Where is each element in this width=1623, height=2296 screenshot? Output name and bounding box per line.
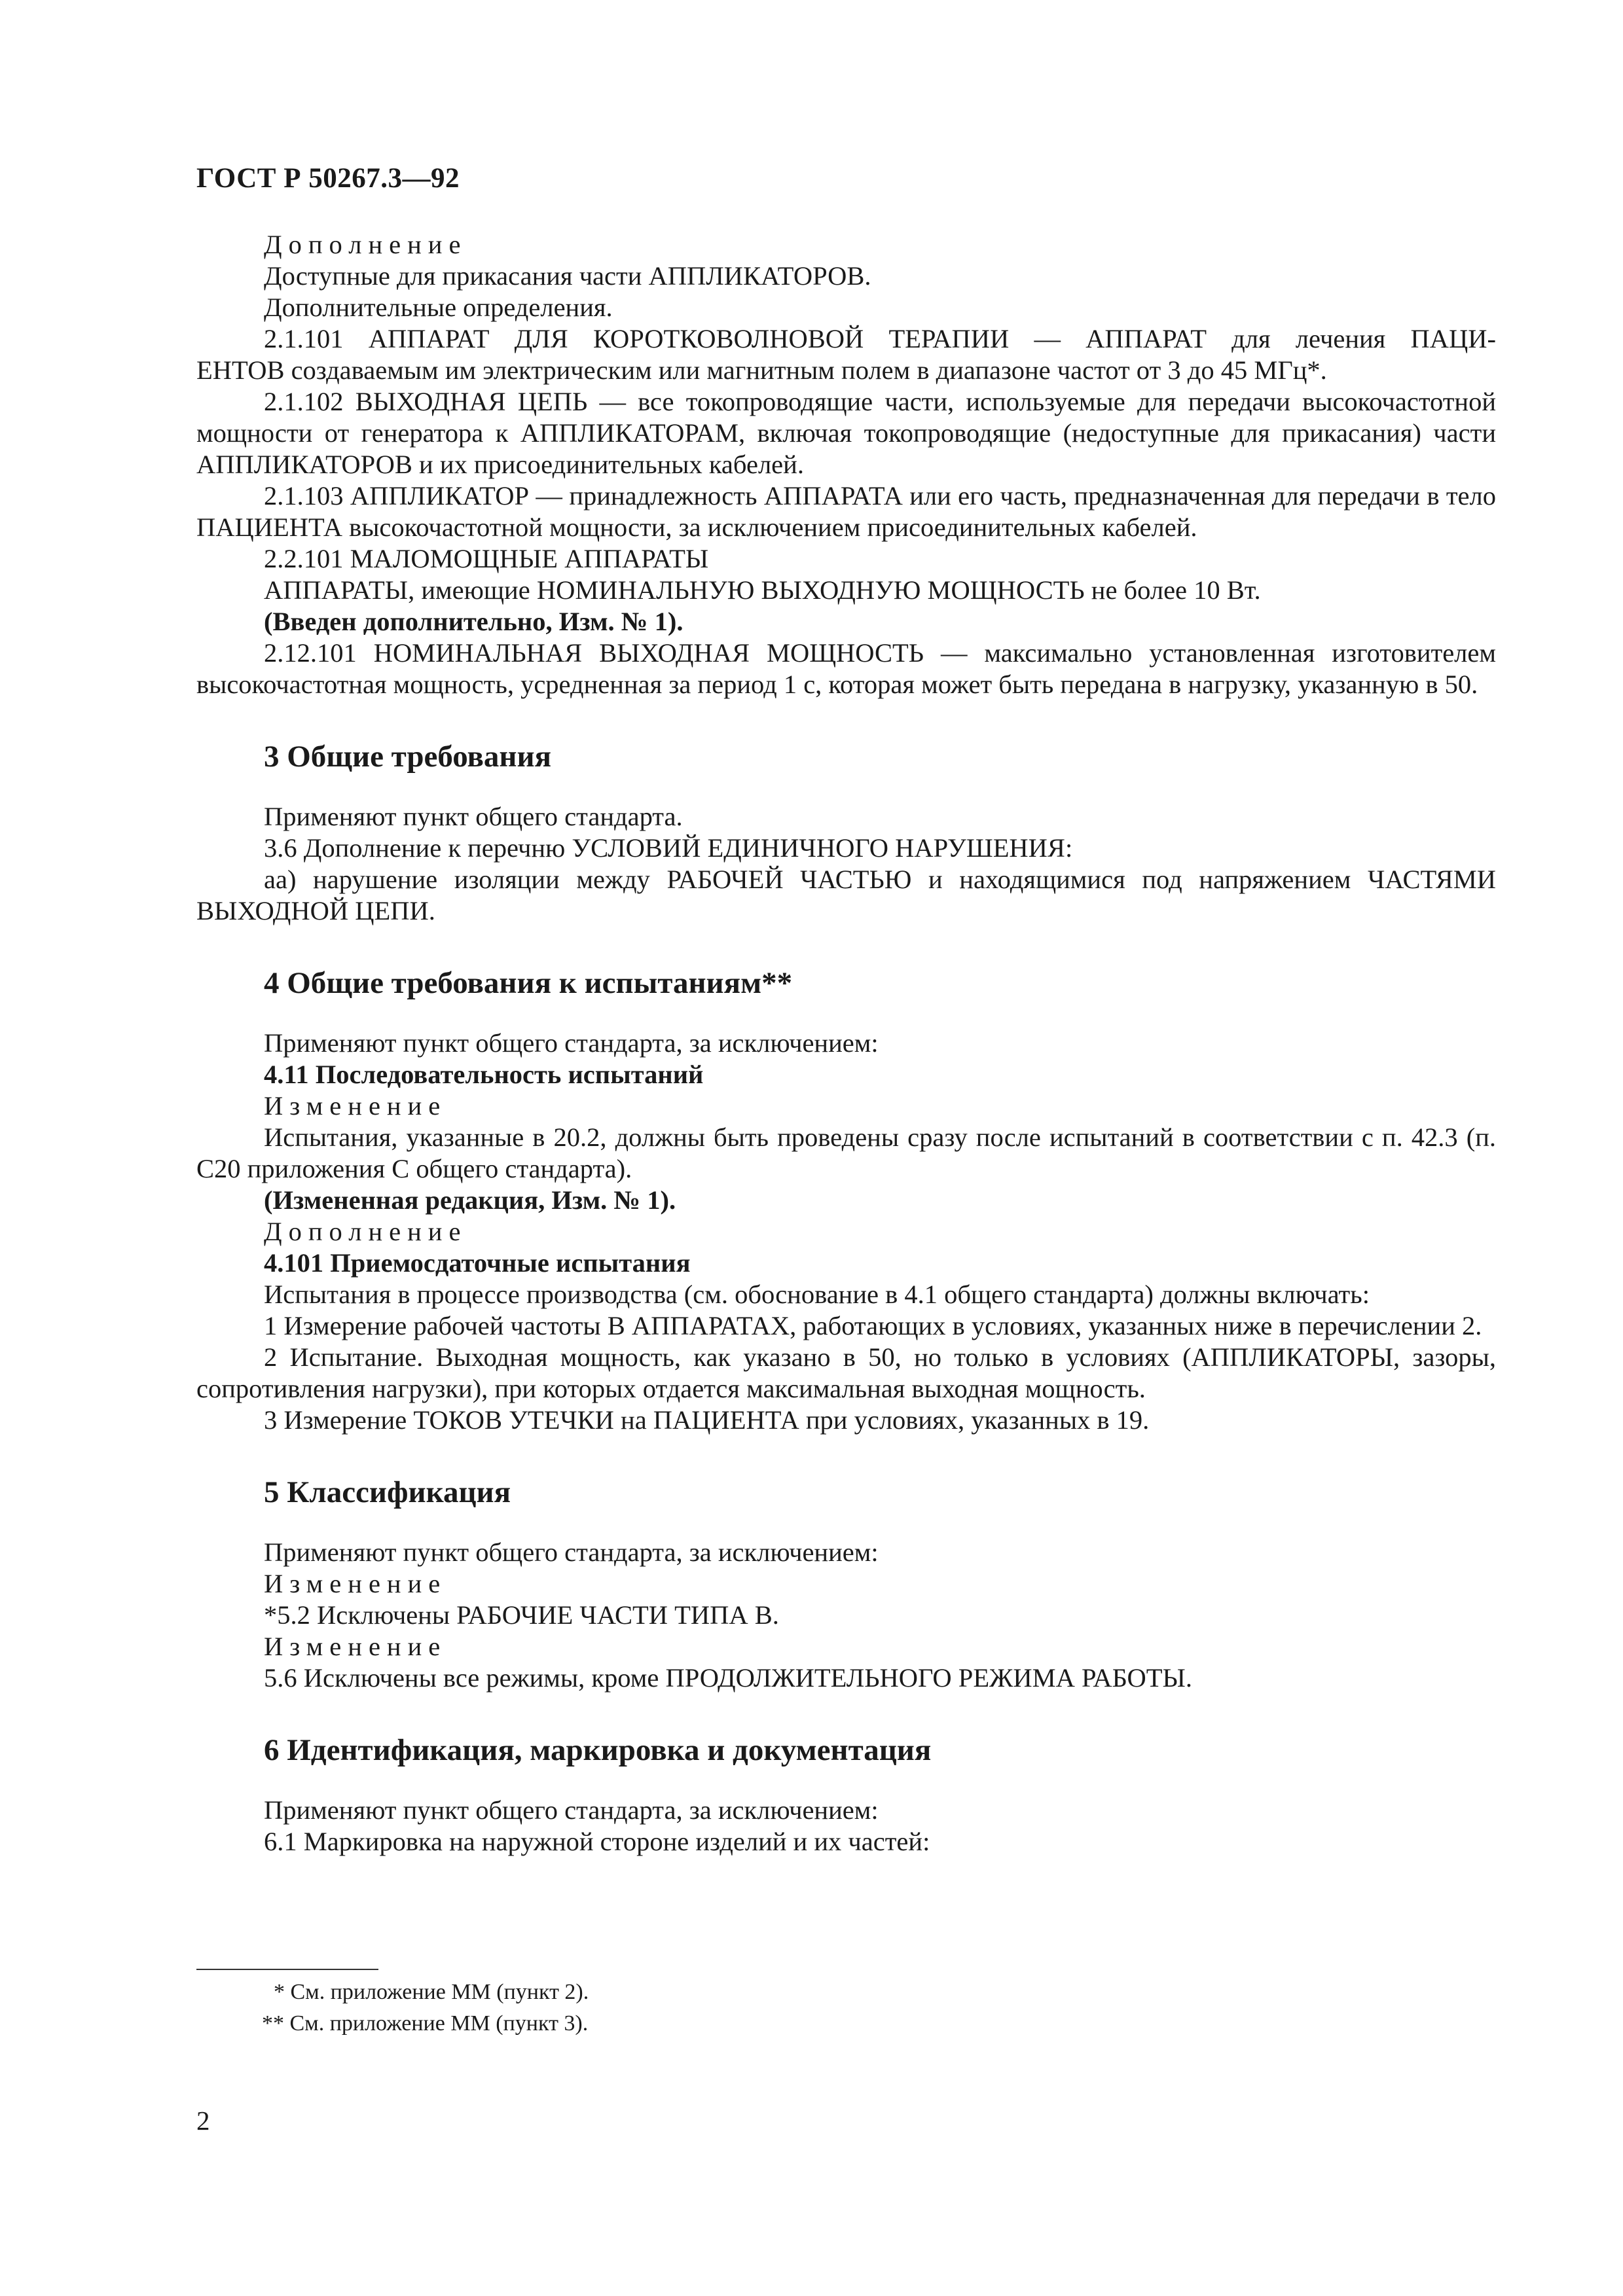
paragraph: аа) нарушение изоляции между РАБОЧЕЙ ЧАСТЬЮ и находящимися под напряжением ЧАСТЯМИ ВЫХОДНОЙ ЦЕПИ. xyxy=(196,865,1496,925)
label-change: Изменение xyxy=(264,1632,447,1661)
footnote: ** См. приложение ММ (пункт 3). xyxy=(262,2011,589,2036)
paragraph: Испытания, указанные в 20.2, должны быть проведены сразу после испытаний в соответствии с п. 42.3 (п. С20 приложения С общего стандарта). xyxy=(196,1122,1496,1183)
paragraph: 5.6 Исключены все режимы, кроме ПРОДОЛЖИТЕЛЬНОГО РЕЖИМА РАБОТЫ. xyxy=(264,1663,1192,1693)
section-4-heading: 4 Общие требования к испытаниям** xyxy=(264,966,793,1000)
document-body xyxy=(196,229,1496,1857)
footnote: * См. приложение ММ (пункт 2). xyxy=(274,1980,589,2004)
label-addition: Дополнение xyxy=(264,230,467,259)
amendment-note: (Измененная редакция, Изм. № 1). xyxy=(264,1185,676,1215)
page-number: 2 xyxy=(196,2106,210,2136)
document-header: ГОСТ Р 50267.3—92 xyxy=(196,163,460,194)
paragraph: Дополнительные определения. xyxy=(264,293,613,322)
section-5-heading: 5 Классификация xyxy=(264,1475,511,1509)
subsection-4-11-heading: 4.11 Последовательность испытаний xyxy=(264,1060,704,1089)
list-item: 1 Измерение рабочей частоты В АППАРАТАХ, работающих в условиях, указанных ниже в перечислении 2. xyxy=(264,1311,1482,1340)
footnote-divider xyxy=(196,1969,378,1970)
paragraph: Применяют пункт общего стандарта, за исключением: xyxy=(264,1537,879,1567)
paragraph: Доступные для прикасания части АППЛИКАТОРОВ. xyxy=(264,261,871,291)
paragraph: Испытания в процессе производства (см. обоснование в 4.1 общего стандарта) должны включать: xyxy=(264,1280,1370,1309)
definition-2-1-102: 2.1.102 ВЫХОДНАЯ ЦЕПЬ — все токопроводящие части, используемые для передачи высокочастотной мощности от генератора к АППЛИКАТОРАМ, включая токопроводящие (недоступные для прикасания) части АППЛИКАТОРОВ и их присоединительных кабелей. xyxy=(196,387,1496,479)
paragraph: Применяют пункт общего стандарта. xyxy=(264,802,683,831)
list-item: 3 Измерение ТОКОВ УТЕЧКИ на ПАЦИЕНТА при условиях, указанных в 19. xyxy=(264,1405,1150,1435)
label-change: Изменение xyxy=(264,1569,447,1598)
list-item: 2 Испытание. Выходная мощность, как указано в 50, но только в условиях (АППЛИКАТОРЫ, зазоры, сопротивления нагрузки), при которых отдается максимальная выходная мощность. xyxy=(196,1342,1496,1403)
section-6-heading: 6 Идентификация, маркировка и документация xyxy=(264,1733,932,1767)
definition-2-2-101-title: 2.2.101 МАЛОМОЩНЫЕ АППАРАТЫ xyxy=(264,544,709,573)
label-addition: Дополнение xyxy=(264,1217,467,1246)
definition-2-1-101-line2: ЕНТОВ создаваемым им электрическим или магнитным полем в диапазоне частот от 3 до 45 МГц*. xyxy=(196,355,1327,385)
paragraph: 3.6 Дополнение к перечню УСЛОВИЙ ЕДИНИЧНОГО НАРУШЕНИЯ: xyxy=(264,833,1073,863)
definition-2-12-101: 2.12.101 НОМИНАЛЬНАЯ ВЫХОДНАЯ МОЩНОСТЬ — максимально установленная изготовителем высокочастотная мощность, усредненная за период 1 с, которая может быть передана в нагрузку, указанную в 50. xyxy=(196,638,1496,699)
paragraph: 6.1 Маркировка на наружной стороне изделий и их частей: xyxy=(264,1827,930,1856)
definition-2-2-101-text: АППАРАТЫ, имеющие НОМИНАЛЬНУЮ ВЫХОДНУЮ МОЩНОСТЬ не более 10 Вт. xyxy=(264,575,1261,605)
subsection-4-101-heading: 4.101 Приемосдаточные испытания xyxy=(264,1248,691,1278)
amendment-note: (Введен дополнительно, Изм. № 1). xyxy=(264,607,684,636)
paragraph: *5.2 Исключены РАБОЧИЕ ЧАСТИ ТИПА В. xyxy=(264,1600,779,1630)
definition-2-1-103: 2.1.103 АППЛИКАТОР — принадлежность АППАРАТА или его часть, предназначенная для передачи в тело ПАЦИЕНТА высокочастотной мощности, за исключением присоединительных кабелей. xyxy=(196,481,1496,542)
paragraph: Применяют пункт общего стандарта, за исключением: xyxy=(264,1028,879,1058)
definition-2-1-101-line1: 2.1.101 АППАРАТ ДЛЯ КОРОТКОВОЛНОВОЙ ТЕРАПИИ — АППАРАТ для лечения ПАЦИ- xyxy=(264,324,1496,353)
label-change: Изменение xyxy=(264,1091,447,1121)
footnotes xyxy=(196,1977,1496,2039)
paragraph: Применяют пункт общего стандарта, за исключением: xyxy=(264,1795,879,1825)
section-3-heading: 3 Общие требования xyxy=(264,740,552,774)
